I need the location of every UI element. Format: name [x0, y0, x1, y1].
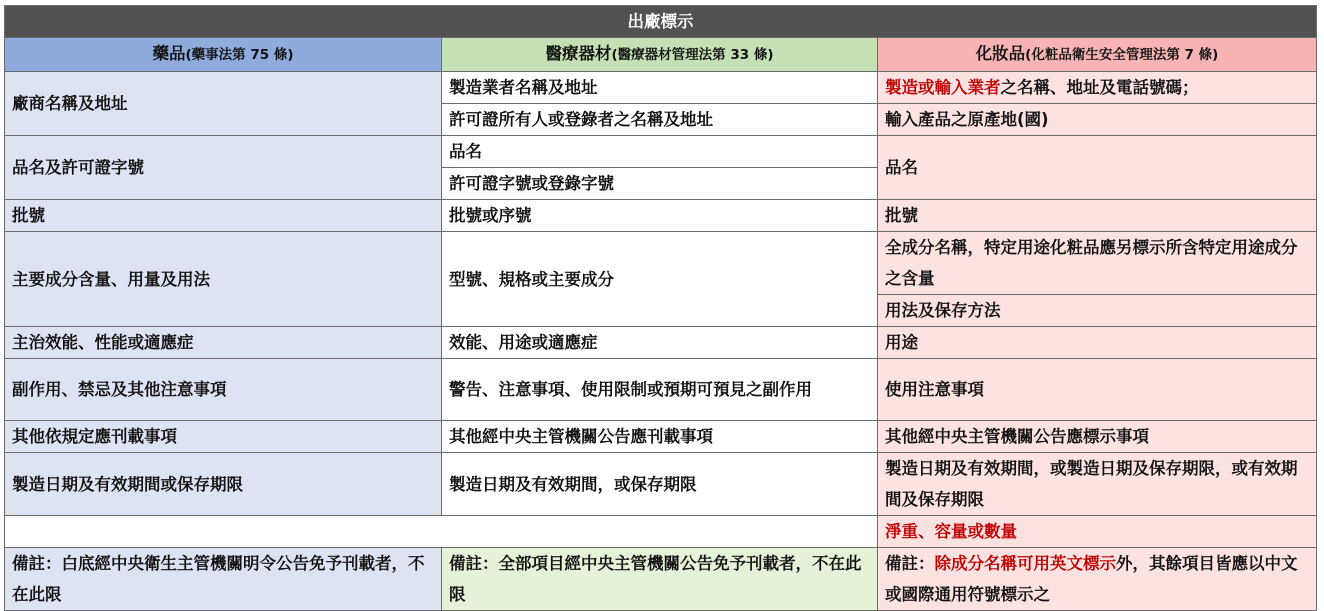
cosmetic-note-highlight: 除成分名稱可用英文標示 — [934, 554, 1116, 573]
drug-side-effects: 副作用、禁忌及其他注意事項 — [5, 359, 442, 421]
device-note: 備註：全部項目經中央主管機關公告免予刊載者，不在此限 — [442, 548, 878, 611]
device-product-name: 品名 — [442, 136, 878, 168]
cosmetic-precautions: 使用注意事項 — [878, 359, 1317, 421]
header-device-main: 醫療器材 — [545, 44, 612, 63]
cosmetic-note — [878, 548, 1317, 611]
drug-indication: 主治效能、性能或適應症 — [5, 327, 442, 359]
table-title: 出廠標示 — [5, 6, 1317, 38]
header-cosmetic-main: 化妝品 — [975, 44, 1026, 63]
header-cosmetic-sub: (化粧品衛生安全管理法第 7 條) — [1025, 47, 1219, 63]
device-warnings: 警告、注意事項、使用限制或預期可預見之副作用 — [442, 359, 878, 421]
drug-batch: 批號 — [5, 200, 442, 232]
blank-cell — [5, 516, 878, 548]
drug-manufacturer: 廠商名稱及地址 — [5, 72, 442, 136]
drug-ingredients: 主要成分含量、用量及用法 — [5, 232, 442, 327]
device-batch: 批號或序號 — [442, 200, 878, 232]
cosmetic-note-prefix: 備註： — [885, 554, 935, 573]
cosmetic-net-weight: 淨重、容量或數量 — [878, 516, 1317, 548]
drug-dates: 製造日期及有效期間或保存期限 — [5, 453, 442, 516]
drug-product-name: 品名及許可證字號 — [5, 136, 442, 200]
header-device-sub: (醫療器材管理法第 33 條) — [611, 47, 774, 63]
device-indication: 效能、用途或適應症 — [442, 327, 878, 359]
drug-note: 備註：白底經中央衛生主管機關明令公告免予刊載者，不在此限 — [5, 548, 442, 611]
cosmetic-dates: 製造日期及有效期間，或製造日期及保存期限，或有效期間及保存期限 — [878, 453, 1317, 516]
cosmetic-origin: 輸入產品之原產地(國) — [878, 104, 1317, 136]
cosmetic-batch: 批號 — [878, 200, 1317, 232]
cosmetic-purpose: 用途 — [878, 327, 1317, 359]
cosmetic-other: 其他經中央主管機關公告應標示事項 — [878, 421, 1317, 453]
device-license-holder: 許可證所有人或登錄者之名稱及地址 — [442, 104, 878, 136]
device-model: 型號、規格或主要成分 — [442, 232, 878, 327]
header-drug-sub: (藥事法第 75 條) — [185, 47, 294, 63]
cosmetic-manufacturer — [878, 72, 1317, 104]
header-cosmetic — [878, 38, 1317, 72]
device-other: 其他經中央主管機關公告應刊載事項 — [442, 421, 878, 453]
header-drug — [5, 38, 442, 72]
cosmetic-note-rest: 外，其餘項目皆應以中文或國際通用符號標示之 — [885, 554, 1298, 604]
device-dates: 製造日期及有效期間，或保存期限 — [442, 453, 878, 516]
device-manufacturer: 製造業者名稱及地址 — [442, 72, 878, 104]
header-drug-main: 藥品 — [152, 44, 186, 63]
cosmetic-ingredients: 全成分名稱，特定用途化粧品應另標示所含特定用途成分之含量 — [878, 232, 1317, 295]
cosmetic-manufacturer-highlight: 製造或輸入業者 — [885, 78, 1001, 97]
header-device — [442, 38, 878, 72]
label-requirements-table — [4, 5, 1317, 611]
drug-other: 其他依規定應刊載事項 — [5, 421, 442, 453]
device-license-number: 許可證字號或登錄字號 — [442, 168, 878, 200]
cosmetic-usage: 用法及保存方法 — [878, 295, 1317, 327]
cosmetic-product-name: 品名 — [878, 136, 1317, 200]
cosmetic-manufacturer-rest: 之名稱、地址及電話號碼； — [1000, 78, 1199, 97]
